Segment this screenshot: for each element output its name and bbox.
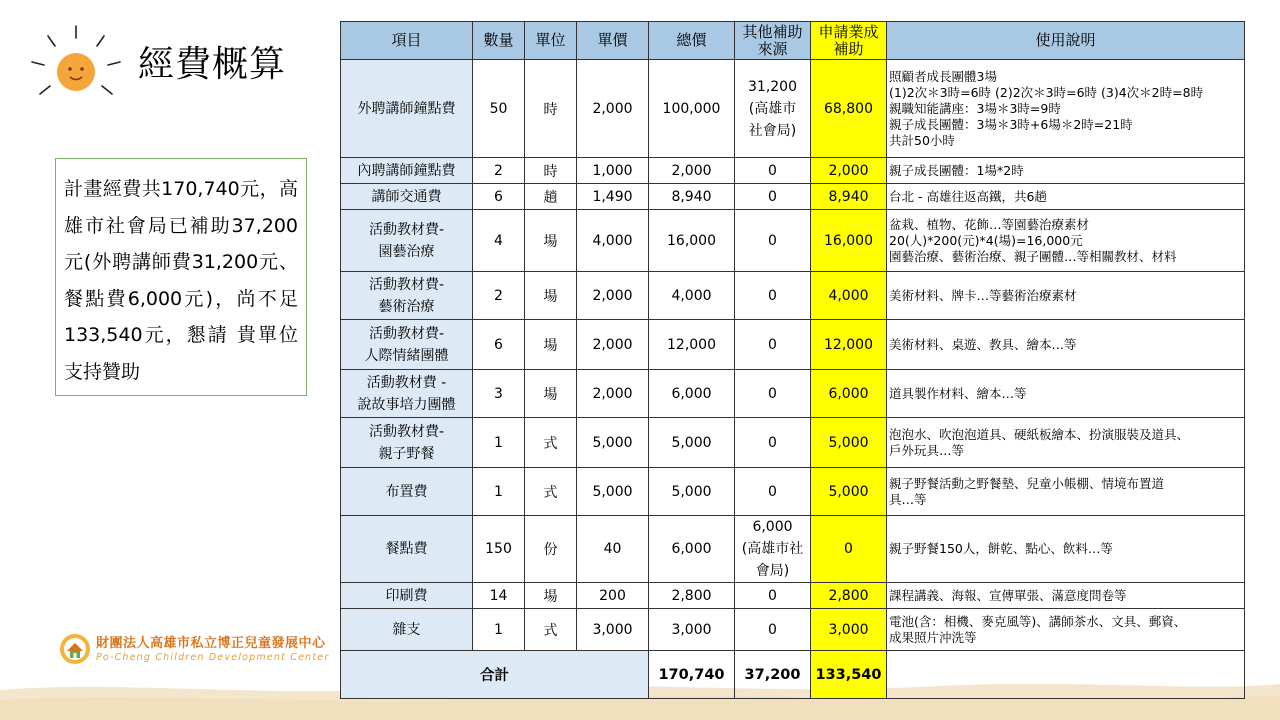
cell-item: 印刷費 (341, 583, 473, 609)
cell-total: 4,000 (649, 272, 735, 320)
table-row (341, 418, 1245, 468)
cell-usage: 泡泡水、吹泡泡道具、硬紙板繪本、扮演服裝及道具、 戶外玩具…等 (887, 418, 1245, 468)
cell-other-source: 0 (735, 609, 811, 651)
cell-total: 5,000 (649, 418, 735, 468)
table-body (341, 60, 1245, 699)
cell-qty: 3 (473, 370, 525, 418)
cell-other-source: 0 (735, 418, 811, 468)
organization-logo (58, 630, 328, 670)
header-price: 單價 (577, 22, 649, 60)
cell-price: 1,490 (577, 184, 649, 210)
total-apply: 133,540 (811, 651, 887, 699)
table-row (341, 210, 1245, 272)
header-unit: 單位 (525, 22, 577, 60)
cell-unit: 式 (525, 609, 577, 651)
cell-usage: 課程講義、海報、宣傳單張、滿意度問卷等 (887, 583, 1245, 609)
cell-total: 5,000 (649, 468, 735, 516)
cell-price: 2,000 (577, 60, 649, 158)
table-row (341, 60, 1245, 158)
cell-unit: 場 (525, 583, 577, 609)
cell-other-source: 0 (735, 370, 811, 418)
cell-apply: 5,000 (811, 468, 887, 516)
cell-usage: 親子野餐150人，餅乾、點心、飲料…等 (887, 516, 1245, 583)
cell-other-source: 0 (735, 184, 811, 210)
cell-unit: 式 (525, 468, 577, 516)
cell-item: 活動教材費- 園藝治療 (341, 210, 473, 272)
cell-price: 3,000 (577, 609, 649, 651)
sun-icon (28, 22, 124, 118)
total-label: 合計 (341, 651, 649, 699)
cell-usage: 盆栽、植物、花飾…等園藝治療素材 20(人)*200(元)*4(場)=16,000元 園藝治療、藝術治療、親子團體…等相關教材、材料 (887, 210, 1245, 272)
cell-unit: 份 (525, 516, 577, 583)
cell-item: 內聘講師鐘點費 (341, 158, 473, 184)
table-row (341, 516, 1245, 583)
cell-unit: 場 (525, 320, 577, 370)
table-row (341, 583, 1245, 609)
cell-other-source: 0 (735, 468, 811, 516)
total-other-source: 37,200 (735, 651, 811, 699)
organization-name: 財團法人高雄市私立博正兒童發展中心 (96, 636, 326, 651)
cell-qty: 2 (473, 272, 525, 320)
summary-box: 計畫經費共170,740元，高雄市社會局已補助37,200元(外聘講師費31,200元、餐點費6,000元)，尚不足133,540元，懇請 貴單位支持贊助 (55, 158, 307, 396)
cell-item: 雜支 (341, 609, 473, 651)
cell-unit: 式 (525, 418, 577, 468)
cell-usage: 台北 - 高雄往返高鐵，共6趟 (887, 184, 1245, 210)
cell-item: 活動教材費 - 說故事培力團體 (341, 370, 473, 418)
cell-apply: 3,000 (811, 609, 887, 651)
table-row (341, 370, 1245, 418)
cell-other-source: 0 (735, 210, 811, 272)
cell-other-source: 0 (735, 583, 811, 609)
cell-unit: 時 (525, 60, 577, 158)
cell-qty: 6 (473, 184, 525, 210)
cell-unit: 趟 (525, 184, 577, 210)
cell-price: 4,000 (577, 210, 649, 272)
cell-price: 2,000 (577, 272, 649, 320)
cell-item: 活動教材費- 親子野餐 (341, 418, 473, 468)
cell-price: 5,000 (577, 468, 649, 516)
cell-item: 餐點費 (341, 516, 473, 583)
cell-total: 3,000 (649, 609, 735, 651)
cell-qty: 6 (473, 320, 525, 370)
cell-apply: 6,000 (811, 370, 887, 418)
total-sum: 170,740 (649, 651, 735, 699)
header-total: 總價 (649, 22, 735, 60)
cell-item: 活動教材費- 人際情緒團體 (341, 320, 473, 370)
cell-qty: 4 (473, 210, 525, 272)
cell-total: 8,940 (649, 184, 735, 210)
cell-apply: 4,000 (811, 272, 887, 320)
cell-total: 6,000 (649, 370, 735, 418)
cell-total: 2,800 (649, 583, 735, 609)
cell-price: 1,000 (577, 158, 649, 184)
cell-total: 12,000 (649, 320, 735, 370)
cell-apply: 16,000 (811, 210, 887, 272)
cell-unit: 場 (525, 272, 577, 320)
cell-total: 16,000 (649, 210, 735, 272)
table-header-row (341, 22, 1245, 60)
cell-unit: 時 (525, 158, 577, 184)
cell-usage: 道具製作材料、繪本…等 (887, 370, 1245, 418)
budget-table (340, 21, 1245, 699)
header-other-source: 其他補助來源 (735, 22, 811, 60)
cell-price: 40 (577, 516, 649, 583)
cell-usage: 親子成長團體：1場*2時 (887, 158, 1245, 184)
cell-other-source: 31,200 (高雄市 社會局) (735, 60, 811, 158)
header-qty: 數量 (473, 22, 525, 60)
cell-other-source: 0 (735, 158, 811, 184)
total-row (341, 651, 1245, 699)
cell-usage: 電池(含：相機、麥克風等)、講師茶水、文具、郵資、 成果照片沖洗等 (887, 609, 1245, 651)
total-usage-empty (887, 651, 1245, 699)
cell-usage: 美術材料、桌遊、教具、繪本…等 (887, 320, 1245, 370)
cell-apply: 2,000 (811, 158, 887, 184)
cell-apply: 2,800 (811, 583, 887, 609)
cell-apply: 8,940 (811, 184, 887, 210)
cell-total: 100,000 (649, 60, 735, 158)
table-row (341, 609, 1245, 651)
header-apply: 申請業成補助 (811, 22, 887, 60)
cell-qty: 1 (473, 468, 525, 516)
cell-usage: 美術材料、牌卡…等藝術治療素材 (887, 272, 1245, 320)
table-row (341, 158, 1245, 184)
cell-item: 活動教材費- 藝術治療 (341, 272, 473, 320)
header-item: 項目 (341, 22, 473, 60)
cell-total: 2,000 (649, 158, 735, 184)
cell-other-source: 6,000 (高雄市社 會局) (735, 516, 811, 583)
cell-other-source: 0 (735, 272, 811, 320)
table-row (341, 184, 1245, 210)
cell-qty: 150 (473, 516, 525, 583)
cell-unit: 場 (525, 210, 577, 272)
cell-total: 6,000 (649, 516, 735, 583)
cell-unit: 場 (525, 370, 577, 418)
table-row (341, 468, 1245, 516)
cell-qty: 1 (473, 418, 525, 468)
cell-item: 外聘講師鐘點費 (341, 60, 473, 158)
cell-qty: 14 (473, 583, 525, 609)
cell-apply: 68,800 (811, 60, 887, 158)
cell-usage: 親子野餐活動之野餐墊、兒童小帳棚、情境布置道 具…等 (887, 468, 1245, 516)
cell-item: 布置費 (341, 468, 473, 516)
cell-price: 2,000 (577, 370, 649, 418)
cell-apply: 12,000 (811, 320, 887, 370)
cell-qty: 50 (473, 60, 525, 158)
header-usage: 使用說明 (887, 22, 1245, 60)
logo-emblem-icon (58, 632, 92, 666)
cell-qty: 2 (473, 158, 525, 184)
table-row (341, 272, 1245, 320)
table-row (341, 320, 1245, 370)
cell-price: 200 (577, 583, 649, 609)
cell-other-source: 0 (735, 320, 811, 370)
cell-qty: 1 (473, 609, 525, 651)
page-title: 經費概算 (138, 44, 287, 85)
cell-item: 講師交通費 (341, 184, 473, 210)
cell-apply: 0 (811, 516, 887, 583)
organization-name-en: Po-Cheng Children Development Center (96, 652, 330, 663)
cell-price: 5,000 (577, 418, 649, 468)
cell-price: 2,000 (577, 320, 649, 370)
cell-apply: 5,000 (811, 418, 887, 468)
cell-usage: 照顧者成長團體3場 (1)2次＊3時=6時 (2)2次＊3時=6時 (3)4次＊2時=8時 親職知能講座：3場＊3時=9時 親子成長團體：3場＊3時+6場＊2時=21時 共計50小時 (887, 60, 1245, 158)
